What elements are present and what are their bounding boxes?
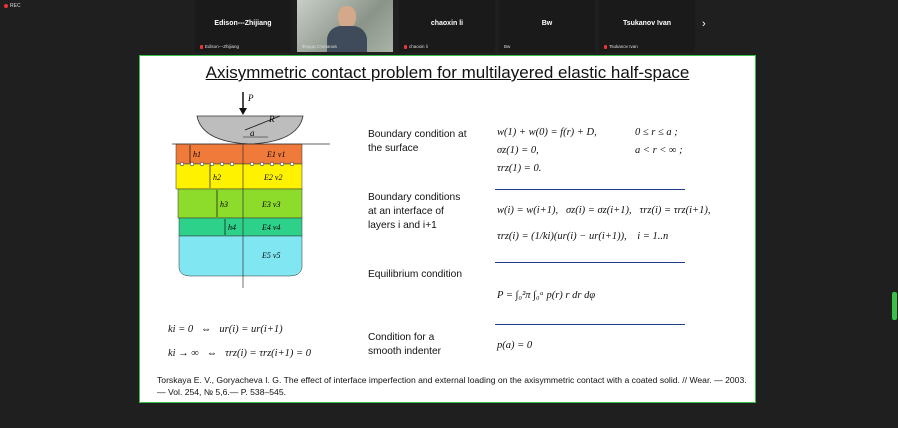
surface-eq-3: τrz(1) = 0. [497,163,542,174]
participant-sub [604,44,638,49]
participant-tile[interactable] [195,0,291,52]
label-line: at an interface of [368,206,444,217]
load-label: P [248,93,254,103]
divider [495,189,685,190]
surface-eq-2: σz(1) = 0, [497,145,539,156]
interface-eq-2: τrz(i) = (1/ki)(ur(i) − ur(i+1)), i = 1..n [497,231,669,242]
layer-4 [179,218,302,236]
participant-name: Tsukanov Ivan [622,20,672,27]
side-scroll-indicator[interactable] [892,292,897,320]
participant-sub [404,44,428,49]
participant-sub [504,44,510,49]
layer-5-props: E5 v5 [262,251,281,260]
muted-mic-icon [404,45,407,49]
record-dot-icon [4,4,8,8]
participant-tile[interactable] [599,0,695,52]
participant-sub [200,44,239,49]
slide-title: Axisymmetric contact problem for multilayered elastic half-space [205,63,690,82]
layer-3-thickness: h3 [220,200,228,209]
surface-eq-1: w(1) + w(0) = f(r) + D, [497,127,597,138]
participant-name: chaoxin li [430,20,464,27]
substrate-layer [179,236,302,276]
smooth-indenter-eq: p(a) = 0 [497,340,533,351]
label-line: smooth indenter [368,346,442,357]
recording-indicator [4,3,21,9]
label-line: Condition for a [368,332,435,343]
participant-sub-name: Bw [504,44,511,49]
participant-name: Edison---Zhijiang [214,20,272,27]
label-line: layers i and i+1 [368,220,437,231]
layer-1-thickness: h1 [193,150,201,159]
layer-2-thickness: h2 [213,173,221,182]
participant-tile[interactable] [499,0,595,52]
equilibrium-eq: P = ∫₀²π ∫₀ᵃ p(r) r dr dφ [497,290,596,301]
layer-4-props: E4 v4 [262,223,281,232]
participant-tile[interactable] [399,0,495,52]
speaker-video-head [338,6,356,28]
radius-label: R [269,114,275,124]
layer-1-props: E1 v1 [267,150,286,159]
layer-2-props: E2 v2 [264,173,283,182]
layer-2 [176,164,302,189]
participant-sub-name: Tsukanov Ivan [609,44,638,49]
interface-limit-eq-2: ki → ∞ ⇔ τrz(i) = τrz(i+1) = 0 [168,348,312,359]
label-line: the surface [368,143,419,154]
participant-sub-name: chaoxin li [409,44,428,49]
next-participants-arrow-icon[interactable]: › [702,18,706,30]
divider [495,262,685,263]
layer-3-props: E3 v3 [262,200,281,209]
layer-4-thickness: h4 [228,223,236,232]
participant-sub-name: Федор Степанов [302,44,337,49]
interface-eq-1: w(i) = w(i+1), σz(i) = σz(i+1), τrz(i) = τrz(i+1), [497,205,711,216]
shared-slide [139,55,756,403]
load-arrow-icon [239,108,247,115]
muted-mic-icon [200,45,203,49]
participant-sub [302,44,337,49]
smooth-indenter-label [368,331,441,359]
muted-mic-icon [604,45,607,49]
contact-radius-label: a [250,128,255,138]
surface-eq-2-range: a < r < ∞ ; [635,145,683,156]
surface-condition-label [368,128,467,156]
label-line: Boundary condition at [368,129,467,140]
participant-sub-name: Edison---Zhijiang [205,44,240,49]
participant-video-tile[interactable] [297,0,393,52]
label-line: Boundary conditions [368,192,461,203]
layer-3 [178,189,302,218]
equilibrium-label [368,268,462,282]
reference-citation: Torskaya E. V., Goryacheva I. G. The effect of interface imperfection and external loading on the axisymmetric contact with a coated solid. // Wear. — 2003. — Vol. 254, № 5,6.— P. 538–545. [157,375,747,397]
divider [495,324,685,325]
layered-halfspace-diagram [170,90,350,290]
interface-limit-eq-1: ki = 0 ⇔ ur(i) = ur(i+1) [168,324,283,335]
rec-label: REC [10,3,21,9]
participant-name: Bw [541,20,553,27]
interface-condition-label [368,191,460,233]
label-line: Equilibrium condition [368,269,463,280]
surface-eq-1-range: 0 ≤ r ≤ a ; [635,127,678,138]
